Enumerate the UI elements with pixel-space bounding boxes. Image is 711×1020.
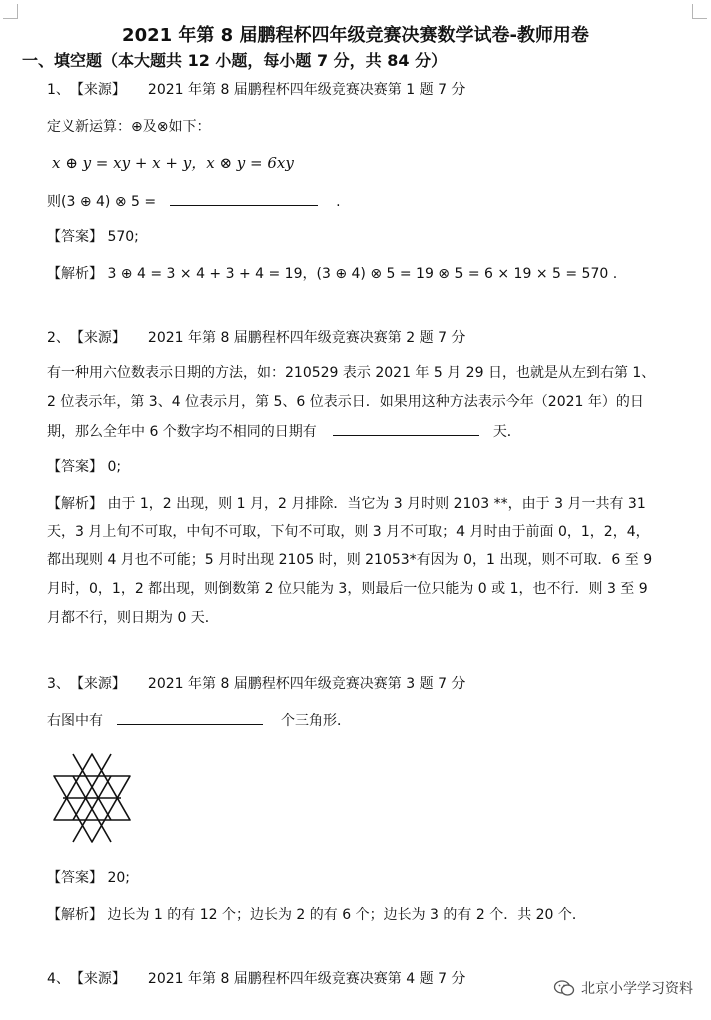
q3-source-text: 2021 年第 8 届鹏程杯四年级竞赛决赛第 3 题 7 分 (147, 676, 466, 692)
q1-question (47, 190, 341, 212)
q1-question-end: . (336, 194, 341, 210)
q1-answer (47, 227, 139, 247)
q1-answer-tag: 【答案】 (47, 229, 103, 245)
q1-question-text: 则(3 ⊕ 4) ⊗ 5 = (47, 194, 157, 210)
q2-analysis-line-1 (47, 494, 646, 514)
q1-formula: x ⊕ y = xy + x + y，x ⊗ y = 6xy (52, 154, 294, 172)
q1-answer-blank (170, 190, 318, 206)
q1-analysis-tag: 【解析】 (47, 266, 103, 282)
q2-analysis-text: 由于 1，2 出现，则 1 月，2 月排除．当它为 3 月时则 2103 **，由于 3 月一共有 31 (107, 496, 646, 512)
q3-analysis (47, 905, 586, 925)
q3-stem-text: 右图中有 (47, 713, 103, 729)
q3-number: 3、 (47, 676, 70, 692)
q2-stem-text: 期，那么全年中 6 个数字均不相同的日期有 (47, 424, 317, 440)
q3-source-tag: 【来源】 (69, 676, 126, 692)
q1-analysis-text: 3 ⊕ 4 = 3 × 4 + 3 + 4 = 19，(3 ⊕ 4) ⊗ 5 = 19 ⊗ 5 = 6 × 19 × 5 = 570 . (107, 266, 618, 282)
q2-answer-value: 0; (107, 459, 122, 475)
section-heading: 一、填空题（本大题共 12 小题，每小题 7 分，共 84 分） (22, 51, 448, 70)
corner-mark-left (3, 4, 18, 19)
q3-analysis-text: 边长为 1 的有 12 个；边长为 2 的有 6 个；边长为 3 的有 2 个．共 20 个． (107, 907, 586, 923)
q2-stem-end: 天． (492, 424, 521, 440)
q2-source-tag: 【来源】 (69, 330, 126, 346)
corner-mark-right (692, 4, 707, 19)
q3-source-line (47, 673, 465, 693)
six-point-star-figure (50, 752, 134, 844)
q2-answer (47, 457, 121, 477)
q2-stem-line-2: 2 位表示年，第 3、4 位表示月，第 5、6 位表示日．如果用这种方法表示今年（2021 年）的日 (47, 394, 644, 410)
q2-analysis-tag: 【解析】 (47, 496, 103, 512)
page-title: 2021 年第 8 届鹏程杯四年级竞赛决赛数学试卷-教师用卷 (122, 25, 589, 46)
q1-number: 1、 (47, 82, 70, 98)
q2-analysis-line-5: 月都不行，则日期为 0 天． (47, 610, 219, 626)
watermark-text: 北京小学学习资料 (581, 981, 693, 997)
q3-stem-end: 个三角形． (281, 713, 351, 729)
q2-analysis-line-3: 都出现则 4 月也不可能；5 月时出现 2105 时，则 21053*有因为 0，1 出现，则不可取．6 至 9 (47, 552, 653, 568)
q2-number: 2、 (47, 330, 70, 346)
q4-number: 4、 (47, 971, 70, 987)
q2-source-text: 2021 年第 8 届鹏程杯四年级竞赛决赛第 2 题 7 分 (147, 330, 466, 346)
q4-source-tag: 【来源】 (69, 971, 126, 987)
wechat-icon (553, 979, 575, 997)
q3-answer-tag: 【答案】 (47, 870, 103, 886)
q2-analysis-line-2: 天，3 月上旬不可取，中旬不可取，下旬不可取，则 3 月不可取；4 月时由于前面 0，1，2，4， (47, 524, 650, 540)
watermark (553, 978, 693, 998)
q4-source-text: 2021 年第 8 届鹏程杯四年级竞赛决赛第 4 题 7 分 (147, 971, 466, 987)
q2-answer-blank (333, 420, 479, 436)
q2-analysis-line-4: 月时，0，1，2 都出现，则倒数第 2 位只能为 3，则最后一位只能为 0 或 1，也不行．则 3 至 9 (47, 581, 648, 597)
q2-stem-line-1: 有一种用六位数表示日期的方法，如：210529 表示 2021 年 5 月 29 日，也就是从左到右第 1、 (47, 365, 656, 381)
q1-definition: 定义新运算：⊕及⊗如下： (47, 119, 211, 135)
q1-answer-value: 570; (107, 229, 139, 245)
q1-source-tag: 【来源】 (69, 82, 126, 98)
q4-source-line (47, 968, 465, 988)
q2-stem-line-3 (47, 420, 521, 442)
q3-analysis-tag: 【解析】 (47, 907, 103, 923)
q3-answer-value: 20; (107, 870, 130, 886)
q1-source-line (47, 79, 465, 99)
q1-source-text: 2021 年第 8 届鹏程杯四年级竞赛决赛第 1 题 7 分 (147, 82, 466, 98)
q3-answer-blank (117, 709, 263, 725)
q3-answer (47, 868, 130, 888)
q3-stem (47, 709, 351, 731)
q2-answer-tag: 【答案】 (47, 459, 103, 475)
q2-source-line (47, 327, 465, 347)
q1-analysis (47, 264, 617, 284)
